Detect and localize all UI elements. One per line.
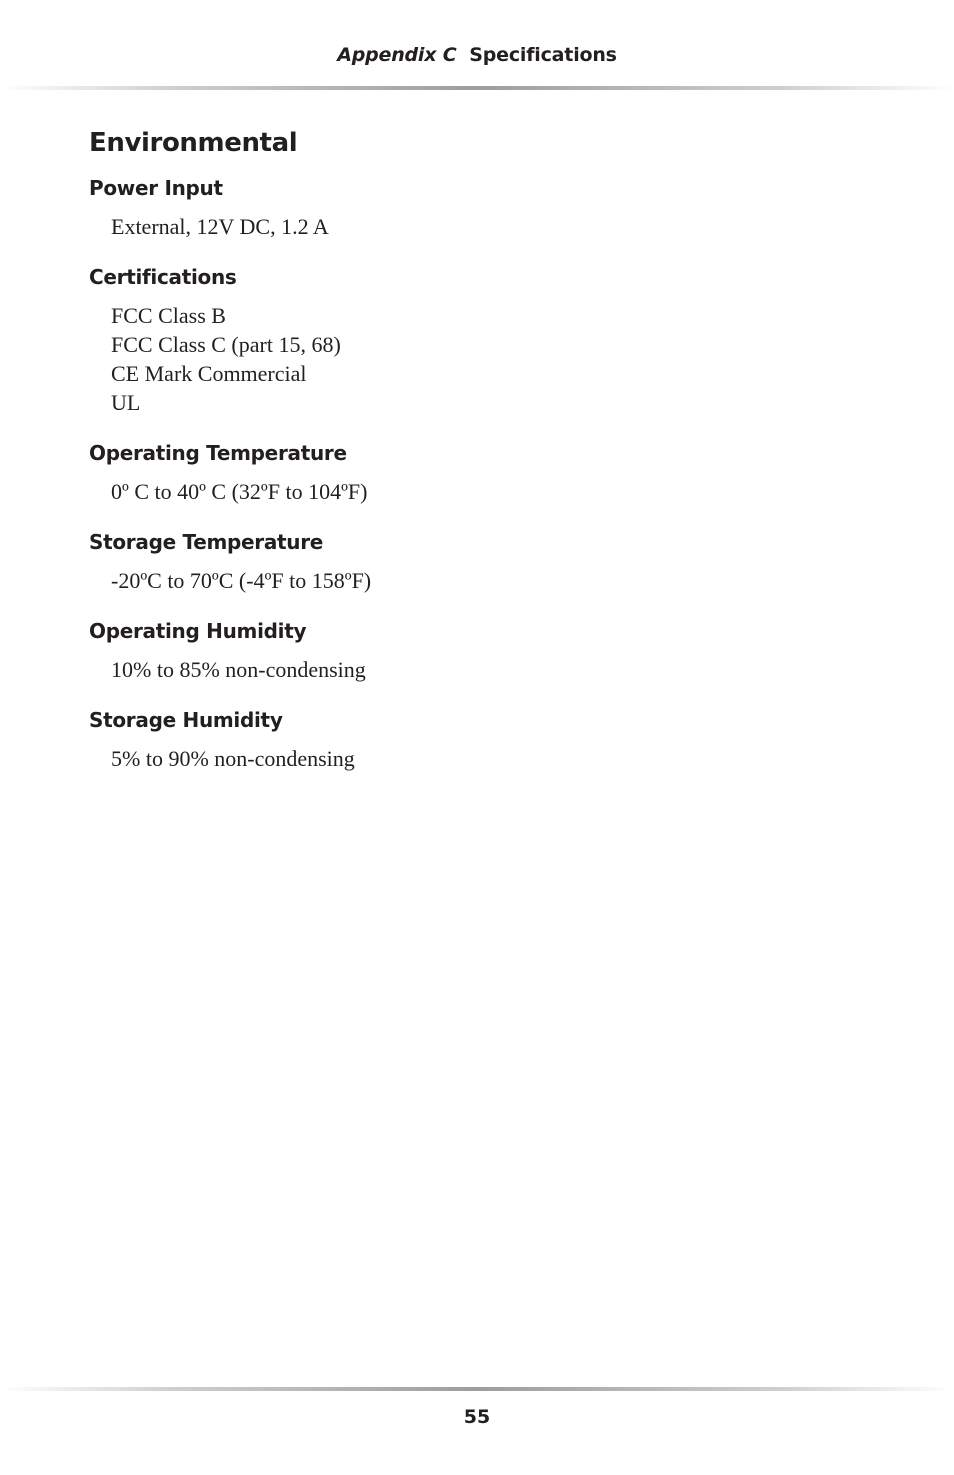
spec-value: External, 12V DC, 1.2 A xyxy=(111,214,329,239)
spec-storage-humidity xyxy=(89,706,869,773)
spec-power-input xyxy=(89,174,869,241)
running-header xyxy=(0,44,954,66)
spec-values xyxy=(111,655,869,684)
chapter-title: Specifications xyxy=(469,44,617,66)
spec-value: FCC Class C (part 15, 68) xyxy=(111,332,341,357)
spec-value: CE Mark Commercial xyxy=(111,361,307,386)
page-number: 55 xyxy=(463,1406,491,1428)
spec-certifications xyxy=(89,263,869,417)
header-rule xyxy=(0,86,954,90)
spec-values xyxy=(111,212,869,241)
spec-value: FCC Class B xyxy=(111,303,226,328)
spec-value: -20ºC to 70ºC (-4ºF to 158ºF) xyxy=(111,568,372,593)
appendix-label: Appendix C xyxy=(337,44,457,66)
page-content xyxy=(89,124,869,795)
spec-value: 0º C to 40º C (32ºF to 104ºF) xyxy=(111,479,368,504)
spec-heading: Storage Temperature xyxy=(89,530,324,554)
spec-values xyxy=(111,477,869,506)
spec-value: 10% to 85% non-condensing xyxy=(111,657,366,682)
spec-value: UL xyxy=(111,390,141,415)
spec-values xyxy=(111,566,869,595)
spec-values xyxy=(111,744,869,773)
spec-heading: Certifications xyxy=(89,265,237,289)
spec-heading: Operating Temperature xyxy=(89,441,347,465)
spec-operating-temperature xyxy=(89,439,869,506)
spec-values xyxy=(111,301,869,417)
spec-storage-temperature xyxy=(89,528,869,595)
spec-heading: Power Input xyxy=(89,176,223,200)
spec-value: 5% to 90% non-condensing xyxy=(111,746,355,771)
footer-rule xyxy=(0,1387,954,1391)
section-title: Environmental xyxy=(89,128,298,158)
spec-heading: Storage Humidity xyxy=(89,708,283,732)
spec-heading: Operating Humidity xyxy=(89,619,307,643)
spec-operating-humidity xyxy=(89,617,869,684)
